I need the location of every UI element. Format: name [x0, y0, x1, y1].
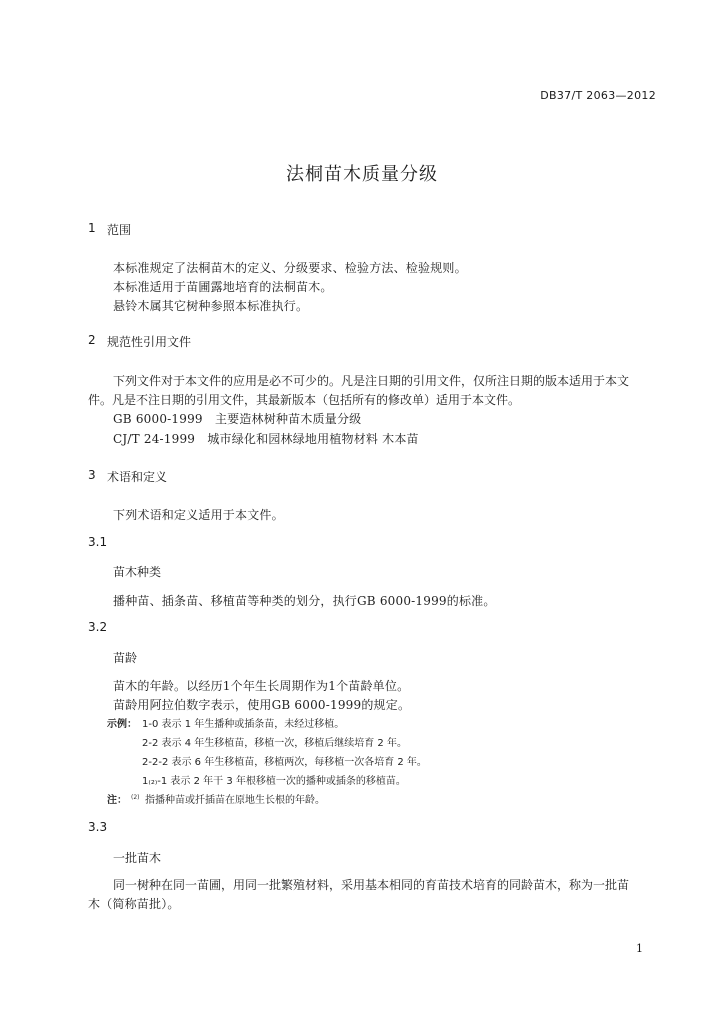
page-title: 法桐苗木质量分级: [286, 164, 438, 185]
section-1-number: 1: [88, 221, 96, 235]
section-2-heading: 规范性引用文件: [107, 335, 192, 349]
term-3-1-name: 苗木种类: [113, 565, 162, 579]
term-3-2-definition-1: 苗木的年龄。以经历1个年生长周期作为1个苗龄单位。: [113, 679, 410, 693]
example-label: 示例：: [107, 719, 137, 730]
note-label: 注：: [107, 795, 127, 806]
term-3-1-number: 3.1: [88, 535, 108, 549]
section-3-intro: 下列术语和定义适用于本文件。: [113, 508, 284, 522]
section-2-para-line-2: 件。凡是不注日期的引用文件，其最新版本（包括所有的修改单）适用于本文件。: [88, 393, 521, 407]
example-1: 1-0 表示 1 年生播种或插条苗，未经过移植。: [142, 719, 345, 730]
note-text: 指播种苗或扦插苗在原地生长根的年龄。: [145, 795, 325, 806]
section-2-para-line-1: 下列文件对于本文件的应用是必不可少的。凡是注日期的引用文件，仅所注日期的版本适用于本文: [113, 374, 630, 388]
section-1-para-3: 悬铃木属其它树种参照本标准执行。: [113, 299, 309, 313]
note-marker: (2): [131, 794, 140, 801]
section-1-para-2: 本标准适用于苗圃露地培育的法桐苗木。: [113, 280, 333, 294]
term-3-3-number: 3.3: [88, 820, 108, 834]
section-1-heading: 范围: [107, 223, 132, 237]
term-3-2-name: 苗龄: [113, 651, 138, 665]
term-3-3-definition-line-2: 木（简称苗批）。: [88, 897, 180, 911]
reference-2: CJ/T 24-1999 城市绿化和园林绿地用植物材料 木本苗: [113, 432, 419, 446]
term-3-2-definition-2: 苗龄用阿拉伯数字表示，使用GB 6000-1999的规定。: [113, 698, 411, 712]
term-3-1-definition: 播种苗、插条苗、移植苗等种类的划分，执行GB 6000-1999的标准。: [113, 594, 496, 608]
standard-number: DB37/T 2063—2012: [540, 89, 656, 102]
section-1-para-1: 本标准规定了法桐苗木的定义、分级要求、检验方法、检验规则。: [113, 261, 467, 275]
page-number: 1: [636, 942, 643, 955]
section-3-heading: 术语和定义: [107, 470, 168, 484]
term-3-3-definition-line-1: 同一树种在同一苗圃，用同一批繁殖材料，采用基本相同的育苗技术培育的同龄苗木，称为一批苗: [113, 878, 630, 892]
section-2-number: 2: [88, 333, 96, 347]
section-3-number: 3: [88, 468, 96, 482]
example-2: 2-2 表示 4 年生移植苗，移植一次，移植后继续培育 2 年。: [142, 738, 407, 749]
term-3-2-number: 3.2: [88, 620, 108, 634]
reference-1: GB 6000-1999 主要造林树种苗木质量分级: [113, 412, 362, 426]
example-4: 1₍₂₎-1 表示 2 年干 3 年根移植一次的播种或插条的移植苗。: [142, 776, 406, 787]
term-3-3-name: 一批苗木: [113, 851, 162, 865]
example-3: 2-2-2 表示 6 年生移植苗，移植两次，每移植一次各培育 2 年。: [142, 757, 427, 768]
